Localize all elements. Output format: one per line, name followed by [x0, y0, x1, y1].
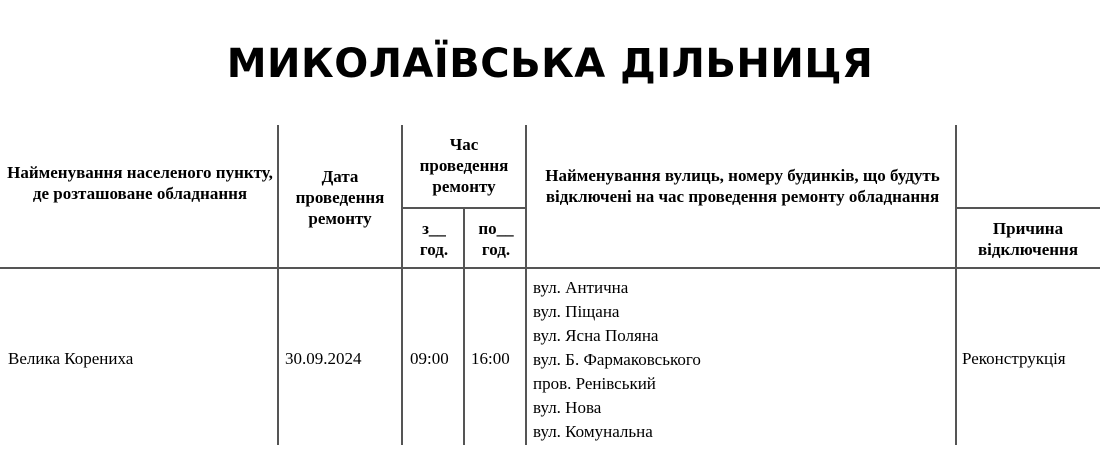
streets-cell	[533, 276, 701, 444]
street-item: вул. Б. Фармаковського	[533, 350, 701, 369]
table-divider	[403, 207, 525, 209]
street-item: вул. Нова	[533, 398, 602, 417]
header-time: Час проведення ремонту	[419, 135, 509, 196]
table-divider	[277, 125, 279, 445]
header-time-to: по__ год.	[478, 219, 514, 259]
table-divider	[0, 267, 1100, 269]
table-divider	[525, 125, 527, 445]
reason-cell: Реконструкція	[962, 349, 1066, 368]
time-from-cell: 09:00	[410, 349, 449, 368]
header-time-from: з__ год.	[419, 219, 449, 259]
header-date: Дата проведення ремонту	[295, 167, 385, 228]
street-item: пров. Ренівський	[533, 374, 656, 393]
table-divider	[463, 208, 465, 445]
table-divider	[955, 125, 957, 445]
street-item: вул. Ясна Поляна	[533, 326, 659, 345]
header-streets: Найменування вулиць, номеру будинків, що будуть відключені на час проведення ремонту обладнання	[545, 166, 940, 206]
settlement-cell: Велика Корениха	[8, 349, 134, 368]
table-divider	[957, 207, 1100, 209]
street-item: вул. Комунальна	[533, 422, 653, 441]
header-reason: Причина відключення	[977, 219, 1079, 259]
table-divider	[401, 125, 403, 445]
street-item: вул. Антична	[533, 278, 629, 297]
header-settlement: Найменування населеного пункту, де розташоване обладнання	[7, 163, 273, 203]
time-to-cell: 16:00	[471, 349, 510, 368]
street-item: вул. Піщана	[533, 302, 620, 321]
page-title: МИКОЛАЇВСЬКА ДІЛЬНИЦЯ	[226, 41, 874, 87]
date-cell: 30.09.2024	[285, 349, 362, 368]
